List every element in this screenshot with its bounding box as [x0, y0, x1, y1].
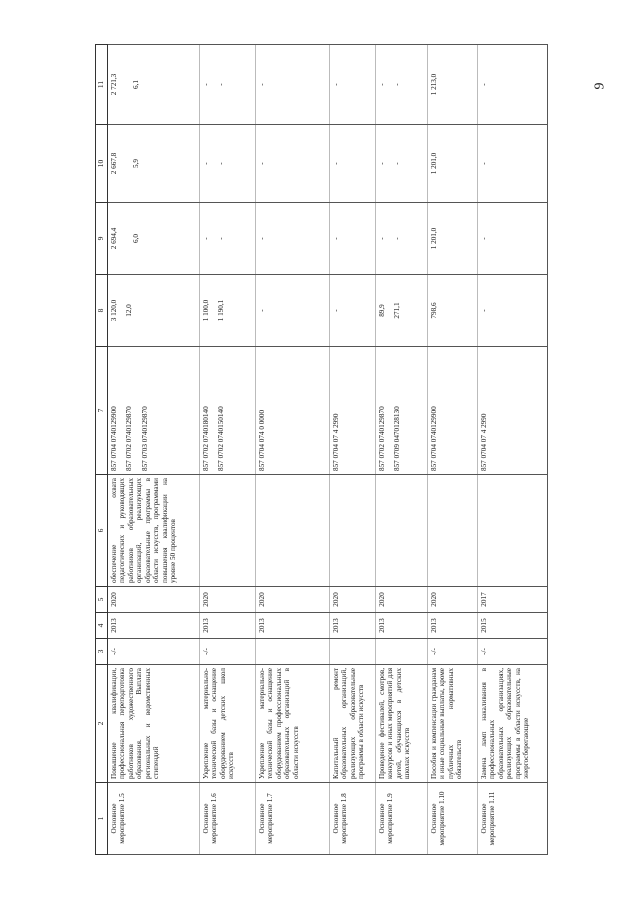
line-gap	[210, 350, 217, 471]
amount-cell	[329, 125, 375, 203]
start-year-cell: 2013	[329, 613, 375, 639]
start-year-cell: 2013	[255, 613, 329, 639]
line-gap	[210, 206, 217, 271]
line-gap	[118, 206, 125, 271]
activity-name-cell: Основное мероприятие 1.6	[199, 783, 255, 855]
amount-value: 6,0	[132, 234, 141, 243]
line-gap	[118, 350, 125, 471]
header-col-4: 4	[96, 613, 108, 639]
budget-code: 857 0704 074 0 0000	[257, 409, 266, 471]
amount-value: -	[257, 237, 266, 240]
header-col-3: 3	[96, 639, 108, 665]
expected-result-cell	[199, 475, 255, 587]
amount-cell	[375, 203, 427, 275]
header-col-8: 8	[96, 275, 108, 347]
amount-value: 89,9	[377, 304, 386, 317]
amount-cell	[329, 203, 375, 275]
amount-cell	[375, 45, 427, 125]
line-gap	[118, 278, 125, 343]
line-gap	[134, 350, 141, 471]
table-row	[427, 45, 477, 855]
amount-value: -	[479, 162, 488, 165]
table-row	[255, 45, 329, 855]
amount-value: -	[217, 83, 226, 86]
budget-code-cell	[107, 347, 199, 475]
amount-value: 2 721,3	[109, 73, 118, 96]
budget-code: 857 0704 0740129900	[429, 406, 438, 471]
expected-result-cell	[329, 475, 375, 587]
program-activities-table	[95, 44, 548, 855]
amount-value: -	[479, 237, 488, 240]
header-col-5: 5	[96, 587, 108, 613]
expected-result-cell	[477, 475, 547, 587]
amount-value: -	[217, 237, 226, 240]
line-gap	[118, 128, 125, 199]
amount-value: -	[201, 237, 210, 240]
amount-value: 1 100,0	[201, 299, 210, 322]
header-col-11: 11	[96, 45, 108, 125]
amount-value: -	[257, 83, 266, 86]
header-col-2: 2	[96, 665, 108, 783]
budget-code: 857 0704 07 4 2990	[479, 413, 488, 471]
end-year-cell: 2017	[477, 587, 547, 613]
line-gap	[210, 48, 217, 121]
end-year-cell: 2020	[255, 587, 329, 613]
executor-cell: -/-	[107, 639, 199, 665]
table-row	[477, 45, 547, 855]
line-gap	[134, 278, 141, 343]
start-year-cell: 2013	[375, 613, 427, 639]
table-row	[329, 45, 375, 855]
amount-cell	[255, 203, 329, 275]
amount-cell	[375, 125, 427, 203]
amount-cell	[199, 125, 255, 203]
line-gap	[125, 206, 132, 271]
line-gap	[386, 128, 393, 199]
amount-value: -	[393, 162, 402, 165]
expected-result-cell: обеспечение охвата педагогических и руководящих работников образовательных организаций, реализующих образовательные программы в области искусств, программами повышения квалификации на уровне 50 процентов	[107, 475, 199, 587]
line-gap	[125, 128, 132, 199]
budget-code: 857 0703 0740129870	[140, 406, 149, 471]
amount-value: -	[201, 162, 210, 165]
budget-code: 857 0702 0740180140	[201, 406, 210, 471]
amount-value: -	[377, 237, 386, 240]
line-gap	[386, 48, 393, 121]
amount-cell	[427, 203, 477, 275]
table-row	[107, 45, 199, 855]
line-gap	[386, 206, 393, 271]
end-year-cell: 2020	[199, 587, 255, 613]
amount-value: 12,0	[125, 304, 134, 317]
amount-value: 1 213,0	[429, 73, 438, 96]
table-row	[199, 45, 255, 855]
amount-cell	[107, 45, 199, 125]
budget-code-cell	[477, 347, 547, 475]
budget-code-cell	[199, 347, 255, 475]
activity-description-cell: Укрепление материально-технической базы и оснащение оборудованием детских школ искусств	[199, 665, 255, 783]
activity-description-cell: Укрепление материально-технической базы и оснащение оборудованием профессиональных образовательных организаций в области искусств	[255, 665, 329, 783]
amount-cell	[107, 275, 199, 347]
amount-value: -	[479, 83, 488, 86]
amount-value: 271,1	[393, 302, 402, 319]
amount-value: -	[201, 83, 210, 86]
activity-description-cell: Пособия и компенсации гражданам и иные социальные выплаты, кроме публичных нормативных обязательств	[427, 665, 477, 783]
amount-cell	[329, 275, 375, 347]
amount-value: -	[377, 162, 386, 165]
amount-cell	[329, 45, 375, 125]
table-body	[107, 45, 547, 855]
end-year-cell: 2020	[107, 587, 199, 613]
executor-cell	[375, 639, 427, 665]
executor-cell: -/-	[427, 639, 477, 665]
amount-value: 6,1	[132, 80, 141, 89]
expected-result-cell	[375, 475, 427, 587]
amount-cell	[427, 125, 477, 203]
budget-code: 857 0704 07 4 2990	[331, 413, 340, 471]
header-col-9: 9	[96, 203, 108, 275]
amount-value: -	[331, 162, 340, 165]
budget-code: 857 0709 0470128130	[393, 406, 402, 471]
amount-value: -	[217, 162, 226, 165]
budget-code-cell	[375, 347, 427, 475]
amount-value: -	[393, 83, 402, 86]
activity-name-cell: Основное мероприятие 1.5	[107, 783, 199, 855]
line-gap	[118, 48, 125, 121]
amount-value: 2 667,8	[109, 152, 118, 175]
header-col-6: 6	[96, 475, 108, 587]
amount-cell	[255, 125, 329, 203]
budget-code-cell	[427, 347, 477, 475]
header-row	[96, 45, 108, 855]
amount-cell	[199, 45, 255, 125]
expected-result-cell	[427, 475, 477, 587]
budget-code: 857 0702 0740150140	[217, 406, 226, 471]
table-row	[375, 45, 427, 855]
header-col-10: 10	[96, 125, 108, 203]
amount-value: 5,9	[132, 159, 141, 168]
amount-value: -	[331, 83, 340, 86]
executor-cell: -/-	[477, 639, 547, 665]
activity-name-cell: Основное мероприятие 1.10	[427, 783, 477, 855]
amount-cell	[427, 45, 477, 125]
amount-cell	[255, 45, 329, 125]
amount-value: -	[479, 309, 488, 312]
page-number: 9	[592, 82, 608, 90]
budget-code-cell	[329, 347, 375, 475]
amount-cell	[427, 275, 477, 347]
expected-result-cell	[255, 475, 329, 587]
header-col-7: 7	[96, 347, 108, 475]
amount-cell	[477, 203, 547, 275]
activity-description-cell: Капитальный ремонт образовательных организаций, реализующих образовательные программы в области искусств	[329, 665, 375, 783]
activity-name-cell: Основное мероприятие 1.8	[329, 783, 375, 855]
amount-value: 798,6	[429, 302, 438, 319]
amount-value: 1 201,0	[429, 152, 438, 175]
activity-name-cell: Основное мероприятие 1.11	[477, 783, 547, 855]
start-year-cell: 2013	[427, 613, 477, 639]
amount-value: -	[377, 83, 386, 86]
amount-value: -	[393, 237, 402, 240]
activity-description-cell: Повышение квалификации, профессиональная переподготовка работников художественного образования. Выплата региональных и ведомственных стипендий	[107, 665, 199, 783]
activity-name-cell: Основное мероприятие 1.7	[255, 783, 329, 855]
line-gap	[386, 350, 393, 471]
amount-cell	[255, 275, 329, 347]
start-year-cell: 2015	[477, 613, 547, 639]
amount-cell	[477, 45, 547, 125]
line-gap	[125, 48, 132, 121]
amount-value: 1 190,1	[217, 299, 226, 322]
budget-code: 857 0702 0740129870	[377, 406, 386, 471]
amount-value: -	[331, 309, 340, 312]
amount-value: 1 201,0	[429, 227, 438, 250]
rotated-table-container	[95, 45, 625, 855]
amount-cell	[477, 275, 547, 347]
amount-cell	[107, 203, 199, 275]
line-gap	[386, 278, 393, 343]
amount-cell	[199, 275, 255, 347]
start-year-cell: 2013	[199, 613, 255, 639]
budget-code-cell	[255, 347, 329, 475]
header-col-1: 1	[96, 783, 108, 855]
activity-description-cell: Проведение фестивалей, смотров, конкурсов и иных мероприятий для детей, обучающихся в детских школах искусств	[375, 665, 427, 783]
amount-cell	[107, 125, 199, 203]
executor-cell	[329, 639, 375, 665]
end-year-cell: 2020	[427, 587, 477, 613]
end-year-cell: 2020	[329, 587, 375, 613]
amount-value: 2 694,4	[109, 227, 118, 250]
amount-cell	[199, 203, 255, 275]
executor-cell	[255, 639, 329, 665]
line-gap	[210, 278, 217, 343]
activity-description-cell: Замена ламп накаливания в профессиональных образовательных организациях, реализующих образовательные программы в области искусств, на энергосберегающие	[477, 665, 547, 783]
amount-cell	[477, 125, 547, 203]
amount-value: -	[257, 309, 266, 312]
end-year-cell: 2020	[375, 587, 427, 613]
activity-name-cell: Основное мероприятие 1.9	[375, 783, 427, 855]
executor-cell: -/-	[199, 639, 255, 665]
start-year-cell: 2013	[107, 613, 199, 639]
amount-value: -	[257, 162, 266, 165]
line-gap	[210, 128, 217, 199]
amount-value: -	[331, 237, 340, 240]
amount-value: 3 120,0	[109, 299, 118, 322]
amount-cell	[375, 275, 427, 347]
budget-code: 857 0702 0740129870	[125, 406, 134, 471]
budget-code: 857 0704 0740129900	[109, 406, 118, 471]
